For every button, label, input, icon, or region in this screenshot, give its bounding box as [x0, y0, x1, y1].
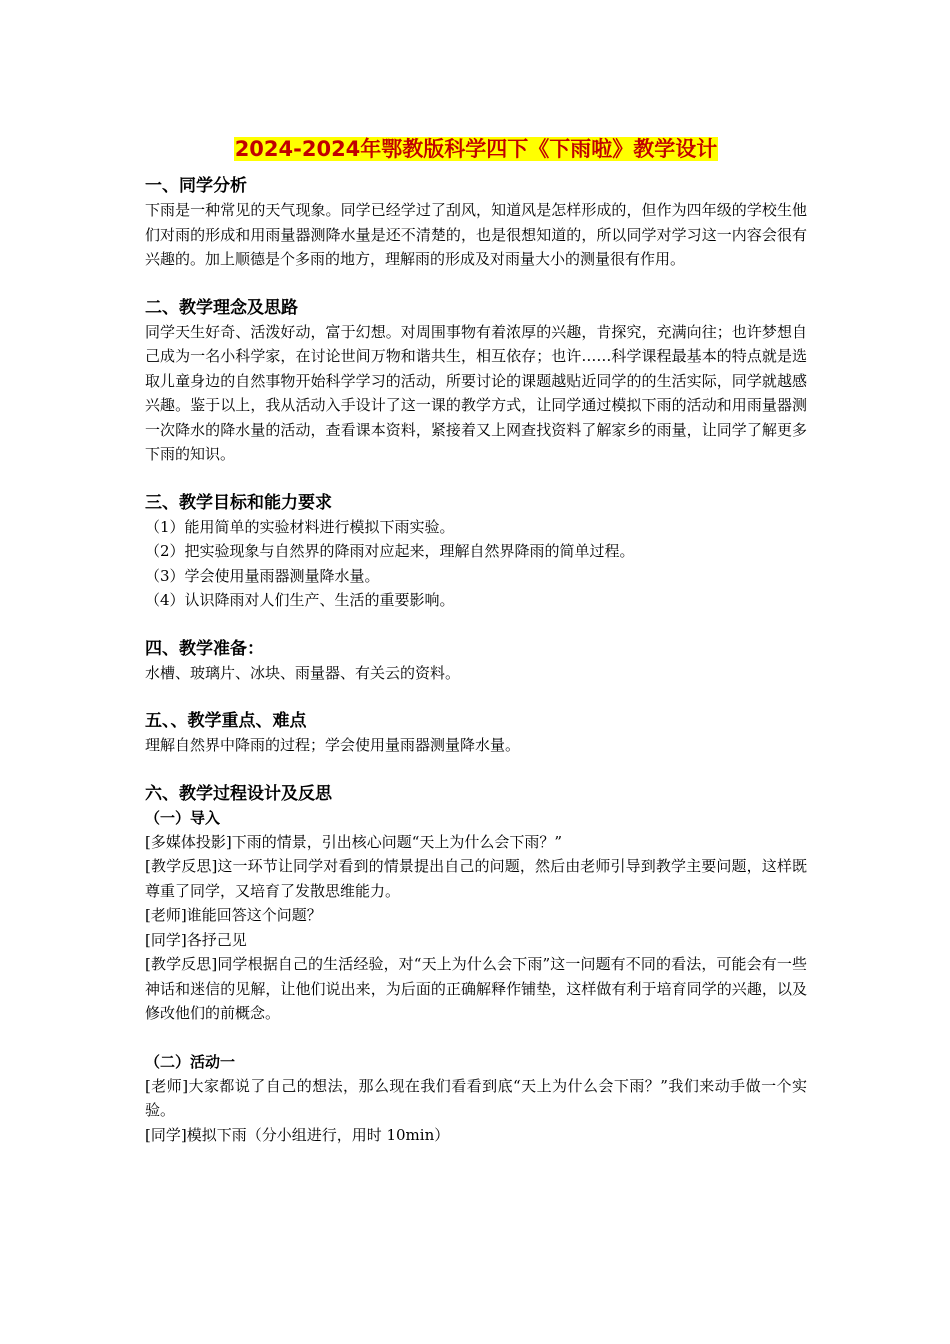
paragraph: [老师]大家都说了自己的想法，那么现在我们看看到底“天上为什么会下雨？”我们来动手做一个实验。: [145, 1076, 807, 1119]
section-heading-teaching-philosophy: 二、教学理念及思路: [145, 297, 298, 318]
paragraph: [教学反思]同学根据自己的生活经验，对“天上为什么会下雨”这一问题有不同的看法，可能会有一些神话和迷信的见解，让他们说出来，为后面的正确解释作铺垫，这样做有利于培育同学的兴趣，以及修改他们的前概念。: [145, 955, 807, 1022]
section-heading-teaching-preparation: 四、教学准备：: [145, 638, 264, 659]
paragraph: [同学]模拟下雨（分小组进行，用时 10min）: [145, 1125, 450, 1144]
list-item: （1）能用简单的实验材料进行模拟下雨实验。: [145, 517, 455, 536]
list-item: （4）认识降雨对人们生产、生活的重要影响。: [145, 591, 455, 609]
paragraph: 下雨是一种常见的天气现象。同学已经学过了刮风，知道风是怎样形成的，但作为四年级的学校生他们对雨的形成和用雨量器测降水量是还不清楚的，也是很想知道的，所以同学对学习这一内容会很有兴趣的。加上顺德是个多雨的地方，理解雨的形成及对雨量大小的测量很有作用。: [145, 201, 807, 268]
paragraph: [教学反思]这一环节让同学对看到的情景提出自己的问题，然后由老师引导到教学主要问题，这样既尊重了同学，又培育了发散思维能力。: [145, 857, 807, 900]
subsection-heading-introduction: （一）导入: [145, 808, 221, 827]
paragraph: [老师]谁能回答这个问题？: [145, 906, 322, 924]
paragraph: [同学]各抒己见: [145, 930, 247, 949]
document-title: [145, 134, 807, 164]
section-heading-key-points: 五、、教学重点、难点: [145, 711, 307, 731]
paragraph: [多媒体投影]下雨的情景，引出核心问题“天上为什么会下雨？”: [145, 832, 563, 851]
paragraph: 理解自然界中降雨的过程；学会使用量雨器测量降水量。: [145, 736, 521, 754]
list-item: （2）把实验现象与自然界的降雨对应起来，理解自然界降雨的简单过程。: [145, 542, 635, 560]
paragraph: 水槽、玻璃片、冰块、雨量器、有关云的资料。: [145, 663, 461, 682]
paragraph: 同学天生好奇、活泼好动，富于幻想。对周围事物有着浓厚的兴趣，肯探究，充满向往；也许梦想自己成为一名小科学家，在讨论世间万物和谐共生，相互依存；也许……科学课程最基本的特点就是选取儿童身边的自然事物开始科学学习的活动，所要讨论的课题越贴近同学的的生活实际，同学就越感兴趣。鉴于以上，我从活动入手设计了这一课的教学方式，让同学通过模拟下雨的活动和用雨量器测一次降水的降水量的活动，查看课本资料，紧接着又上网查找资料了解家乡的雨量，让同学了解更多下雨的知识。: [145, 322, 807, 463]
document-title-text: 2024-2024年鄂教版科学四下《下雨啦》教学设计: [234, 137, 718, 161]
document-page: [145, 134, 807, 1147]
list-item: （3）学会使用量雨器测量降水量。: [145, 566, 380, 585]
subsection-heading-activity-one: （二）活动一: [145, 1052, 236, 1071]
section-heading-teaching-process: 六、教学过程设计及反思: [145, 783, 332, 804]
section-heading-student-analysis: 一、同学分析: [145, 176, 247, 196]
section-heading-teaching-goals: 三、教学目标和能力要求: [145, 492, 332, 513]
